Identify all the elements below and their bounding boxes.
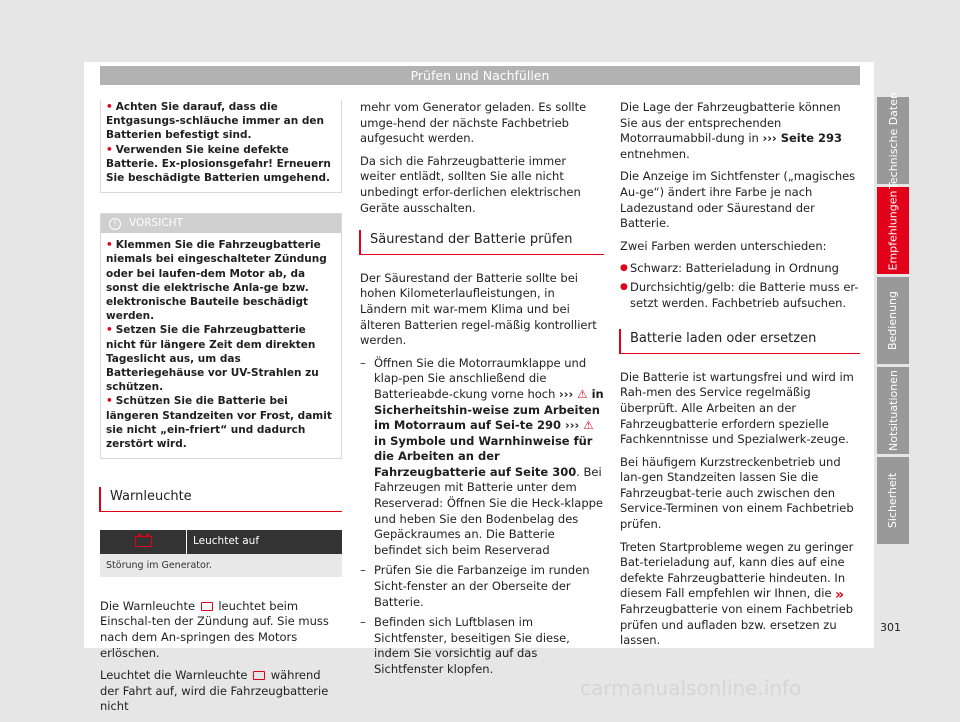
paragraph: Die Warnleuchte leuchtet beim Einschal-ten der Zündung auf. Sie muss nach dem An-springen des Motors erlöschen.	[100, 598, 329, 660]
warning-item: • Verwenden Sie keine defekte Batterie. Ex-plosionsgefahr! Erneuern Sie beschädigte Batterien umgehend.	[106, 143, 331, 185]
page-number: 301	[880, 621, 901, 634]
battery-icon	[253, 671, 265, 680]
tab-bedienung[interactable]: Bedienung	[877, 277, 909, 364]
warning-light-table	[100, 530, 342, 577]
paragraph: mehr vom Generator geladen. Es sollte umge-hend der nächste Fachbetrieb aufgesucht werden.	[360, 100, 587, 146]
caution-box	[100, 213, 342, 459]
warning-triangle-icon: ⚠	[583, 418, 594, 433]
column-3	[620, 100, 860, 656]
paragraph: Die Anzeige im Sichtfenster („magisches Au-ge“) ändert ihre Farbe je nach Ladezustand oder Säurestand der Batterie.	[620, 169, 856, 231]
step-item: – Öffnen Sie die Motorraumklappe und klap-pen Sie anschließend die Batterieabde-ckung vorne hoch ››› ⚠ in Sicherheitshin-weise zum Arbeiten im Motorraum auf Sei-te 290 ››› ⚠ in Symbole und Warnhinweise für die Arbeiten an der Fahrzeugbatterie auf Seite 300. Bei Fahrzeugen mit Batterie unter dem Reserverad: Öffnen Sie die Heck-klappe und heben Sie den Bodenbelag des Gepäckraumes an. Die Batterie befindet sich beim Reserverad	[360, 356, 604, 559]
paragraph: Da sich die Fahrzeugbatterie immer weiter entlädt, sollten Sie alle nicht unbedingt erfor-derlichen elektrischen Geräte ausschalten.	[360, 153, 581, 215]
paragraph: Die Batterie ist wartungsfrei und wird im Rah-men des Service regelmäßig überprüft. Alle Arbeiten an der Fahrzeugbatterie erfordern spezielle Fachkenntnisse und Spezialwerk-zeuge.	[620, 369, 854, 447]
tab-notsituationen[interactable]: Notsituationen	[877, 367, 909, 454]
battery-icon	[201, 602, 213, 611]
battery-warning-icon	[135, 536, 152, 547]
caution-icon: !	[109, 218, 121, 230]
caution-item: • Klemmen Sie die Fahrzeugbatterie niemals bei eingeschalteter Zündung oder bei laufen-dem Motor ab, da sonst die elektrische Anla-ge bzw. elektronische Bauteile beschädigt werden.	[106, 239, 327, 323]
warning-item: • Achten Sie darauf, dass die Entgasungs-schläuche immer an den Batterien befestigt sind.	[106, 101, 324, 142]
paragraph: Die Lage der Fahrzeugbatterie können Sie aus der entsprechenden Motorraumabbil-dung in ››› Seite 293 entnehmen.	[620, 100, 843, 161]
chapter-sidebar	[877, 92, 909, 547]
section-heading-warnleuchte: Warnleuchte	[100, 489, 342, 512]
step-item: – Prüfen Sie die Farbanzeige im runden Sicht-fenster an der Oberseite der Batterie.	[360, 563, 604, 610]
watermark: carmanualsonline.info	[580, 676, 802, 700]
caution-header: ! VORSICHT	[101, 214, 341, 233]
section-heading-saeurestand: Säurestand der Batterie prüfen	[360, 232, 604, 255]
paragraph: Der Säurestand der Batterie sollte bei hohen Kilometerlaufleistungen, in Ländern mit war-mem Klima und bei älteren Batterien regel-mäßig kontrolliert werden.	[360, 270, 597, 348]
warning-triangle-icon: ⚠	[577, 386, 588, 401]
column-2	[360, 100, 604, 683]
bullet-item: ● Durchsichtig/gelb: die Batterie muss er-setzt werden. Fachbetrieb aufsuchen.	[620, 280, 860, 311]
page-link[interactable]: ››› Seite 293	[762, 131, 843, 146]
link-ref[interactable]: ›››	[559, 386, 574, 401]
step-item: – Befinden sich Luftblasen im Sichtfenster, beseitigen Sie diese, indem Sie vorsichtig auf das Sichtfenster klopfen.	[360, 615, 604, 677]
caution-item: • Schützen Sie die Batterie bei längeren Standzeiten vor Frost, damit sie nicht „ein-friert“ und dadurch zerstört wird.	[106, 395, 332, 451]
link-ref[interactable]: ›››	[565, 418, 580, 433]
warning-box	[100, 100, 342, 193]
column-1	[100, 100, 342, 722]
tab-technische-daten[interactable]: Technische Daten	[877, 97, 909, 184]
paragraph: Leuchtet die Warnleuchte während der Fahrt auf, wird die Fahrzeugbatterie nicht	[100, 668, 329, 714]
table-header: Leuchtet auf	[187, 530, 343, 554]
paragraph: Treten Startprobleme wegen zu geringer Bat-terieladung auf, kann dies auf eine defekte Fahrzeugbatterie hindeuten. In diesem Fall empfehlen wir Ihnen, die Fahrzeugbatterie von einem Fachbetrieb prüfen und aufladen bzw. ersetzen zu lassen.	[620, 539, 854, 648]
caution-item: • Setzen Sie die Fahrzeugbatterie nicht für längere Zeit dem direkten Tageslicht aus, um das Batteriegehäuse vor UV-Strahlen zu schützen.	[106, 324, 319, 394]
paragraph: Zwei Farben werden unterschieden:	[620, 238, 827, 253]
section-heading-batterie-laden: Batterie laden oder ersetzen	[620, 331, 860, 354]
tab-sicherheit[interactable]: Sicherheit	[877, 457, 909, 544]
tab-empfehlungen[interactable]: Empfehlungen	[877, 187, 909, 274]
table-cell: Störung im Generator.	[100, 554, 342, 577]
paragraph: Bei häufigem Kurzstreckenbetrieb und lan-gen Standzeiten lassen Sie die Fahrzeugbat-terie auch zwischen den Service-Terminen von einem Fachbetrieb prüfen.	[620, 454, 854, 532]
continue-arrow-icon: »	[835, 587, 845, 603]
bullet-item: ● Schwarz: Batterieladung in Ordnung	[620, 261, 860, 277]
page-header: Prüfen und Nachfüllen	[100, 66, 860, 85]
